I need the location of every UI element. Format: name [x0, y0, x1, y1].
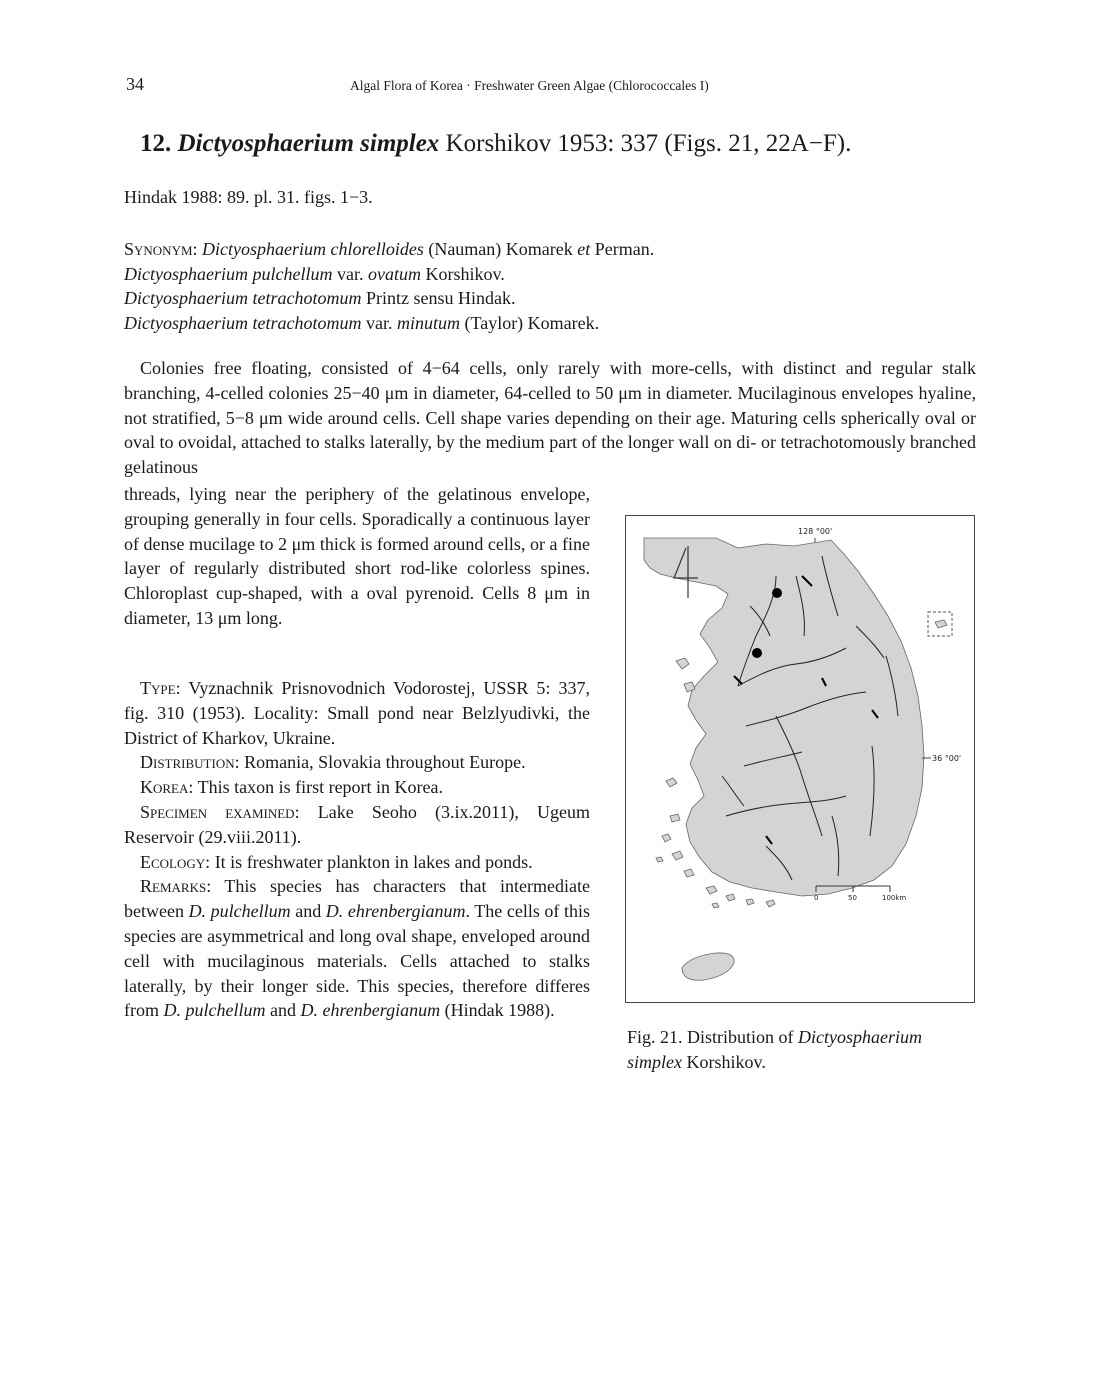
longitude-label: 128 °00' — [798, 527, 833, 536]
record-dot — [772, 588, 782, 598]
mainland-shape — [644, 538, 924, 896]
latitude-label: 36 °00' — [932, 754, 962, 763]
synonym-block — [124, 237, 654, 335]
ulleung-island — [935, 620, 947, 628]
korea-map — [626, 516, 974, 1002]
distribution-section: Distribution: Romania, Slovakia throughout Europe. — [140, 752, 526, 773]
literature-citation: Hindak 1988: 89. pl. 31. figs. 1−3. — [124, 187, 373, 207]
taxon-sections — [124, 676, 590, 1023]
scale-tick-label: 0 — [814, 894, 819, 902]
scale-tick-label: 100km — [882, 894, 907, 902]
specimen-section: Specimen examined: Lake Seoho (3.ix.2011), Ugeum Reservoir (29.viii.2011). — [124, 801, 590, 847]
description-continued: threads, lying near the periphery of the gelatinous envelope, grouping generally in four cells. Sporadically a continuous layer of dense mucilage to 2 μm thick is formed around cells, or a fine layer of regularly distributed short rod-like colorless spines. Chloroplast cup-shaped, with a oval pyrenoid. Cells 8 μm in diameter, 13 μm long. — [124, 484, 590, 628]
synonym-label: Synonym — [124, 239, 193, 259]
species-authority: Korshikov 1953: 337 (Figs. 21, 22A−F). — [445, 130, 852, 157]
description-paragraph: Colonies free floating, consisted of 4−64 cells, only rarely with more-cells, with distinct and regular stalk branching, 4-celled colonies 25−40 μm in diameter, 64-celled to 50 μm in diameter. Mucilaginous envelopes hyaline, not stratified, 5−8 μm wide around cells. Cell shape varies depending on their age. Maturing cells spherically oval or oval to ovoidal, attached to stalks laterally, by the medium part of the longer wall on di- or tetrachotomously branched gelatinous — [124, 358, 976, 478]
record-dot — [752, 648, 762, 658]
figure-caption: Fig. 21. Distribution of Dictyosphaerium simplex Korshikov. — [627, 1027, 922, 1072]
remarks-section: Remarks: This species has characters that intermediate between D. pulchellum and D. ehrenbergianum. The cells of this species are asymmetrical and long oval shape, enveloped around cell with mucilaginous materials. Cells attached to stalks laterally, by their longer side. This species, therefore differes from D. pulchellum and D. ehrenbergianum (Hindak 1988). — [124, 876, 591, 1021]
korea-section: Korea: This taxon is first report in Korea. — [140, 777, 444, 798]
synonym-line: Dictyosphaerium pulchellum var. ovatum Korshikov. — [124, 263, 505, 284]
species-number: 12. — [140, 130, 172, 157]
ecology-section: Ecology: It is freshwater plankton in lakes and ponds. — [140, 851, 533, 872]
region-marker: 4 — [626, 516, 627, 517]
species-heading — [140, 130, 851, 158]
distribution-map — [625, 515, 975, 1003]
synonym-line: Synonym: Dictyosphaerium chlorelloides (Nauman) Komarek et Perman. — [124, 239, 655, 259]
scale-tick-label: 50 — [848, 894, 857, 902]
page-number: 34 — [126, 74, 144, 94]
species-name: Dictyosphaerium simplex — [177, 130, 440, 157]
synonym-line: Dictyosphaerium tetrachotomum Printz sensu Hindak. — [124, 288, 516, 308]
synonym-line: Dictyosphaerium tetrachotomum var. minutum (Taylor) Komarek. — [124, 312, 600, 333]
jeju-island — [682, 953, 734, 980]
running-title: Algal Flora of Korea · Freshwater Green Algae (Chlorococcales I) — [350, 78, 709, 93]
type-section: Type: Vyznachnik Prisnovodnich Vodorostej, USSR 5: 337, fig. 310 (1953). Locality: Small pond near Belzlyudivki, the District of Kharkov, Ukraine. — [124, 678, 590, 748]
